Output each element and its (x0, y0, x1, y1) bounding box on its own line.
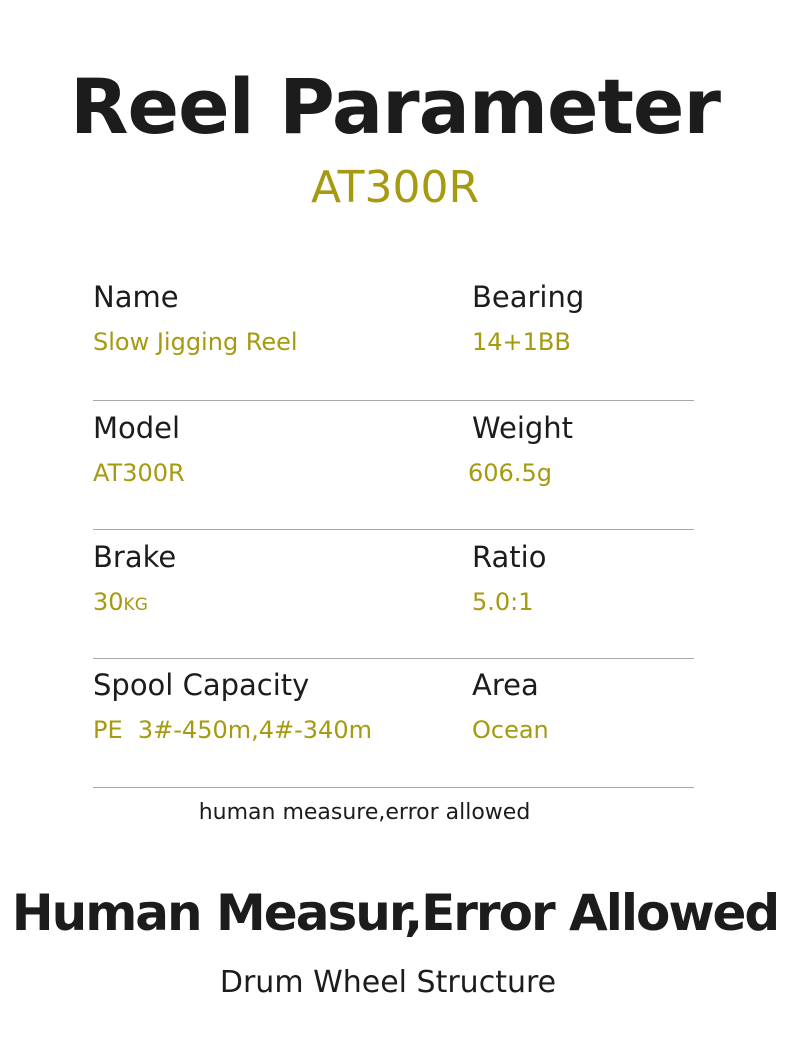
spec-label: Model (93, 411, 181, 445)
spec-value: 5.0:1 (472, 588, 534, 616)
spec-row (93, 530, 694, 659)
spec-value: Ocean (472, 716, 549, 744)
spec-label: Brake (93, 540, 177, 574)
spec-cell-ratio (472, 532, 546, 622)
brake-value: 30 (93, 588, 124, 616)
spec-value: AT300R (93, 459, 185, 487)
spec-label: Area (472, 668, 539, 702)
spec-cell-area (472, 660, 549, 750)
spec-label: Ratio (472, 540, 547, 574)
spec-cell-brake (93, 532, 176, 625)
error-banner: Human Measur,Error Allowed (11, 884, 779, 942)
spec-table (93, 272, 694, 788)
model-subtitle: AT300R (310, 162, 480, 213)
spec-cell-model (93, 403, 185, 493)
page-title: Reel Parameter (70, 62, 720, 151)
spec-value: 606.5g (468, 459, 552, 487)
measurement-note: human measure,error allowed (198, 800, 531, 825)
spec-cell-spool-capacity (93, 660, 372, 750)
brake-unit: KG (123, 595, 148, 615)
spec-value (93, 582, 176, 625)
spec-row (93, 659, 694, 788)
spec-cell-weight (468, 403, 573, 493)
spec-label: Name (93, 280, 179, 314)
spec-label: Weight (472, 411, 574, 445)
spec-label: Spool Capacity (93, 668, 310, 702)
spec-cell-bearing (472, 272, 584, 362)
spec-label: Bearing (472, 280, 585, 314)
spec-value: 14+1BB (472, 328, 571, 356)
spec-cell-name (93, 272, 298, 362)
spec-row (93, 272, 694, 401)
spec-value: PE 3#-450m,4#-340m (93, 716, 372, 744)
spec-row (93, 401, 694, 530)
section-caption: Drum Wheel Structure (219, 965, 557, 1000)
spec-value: Slow Jigging Reel (93, 328, 298, 356)
